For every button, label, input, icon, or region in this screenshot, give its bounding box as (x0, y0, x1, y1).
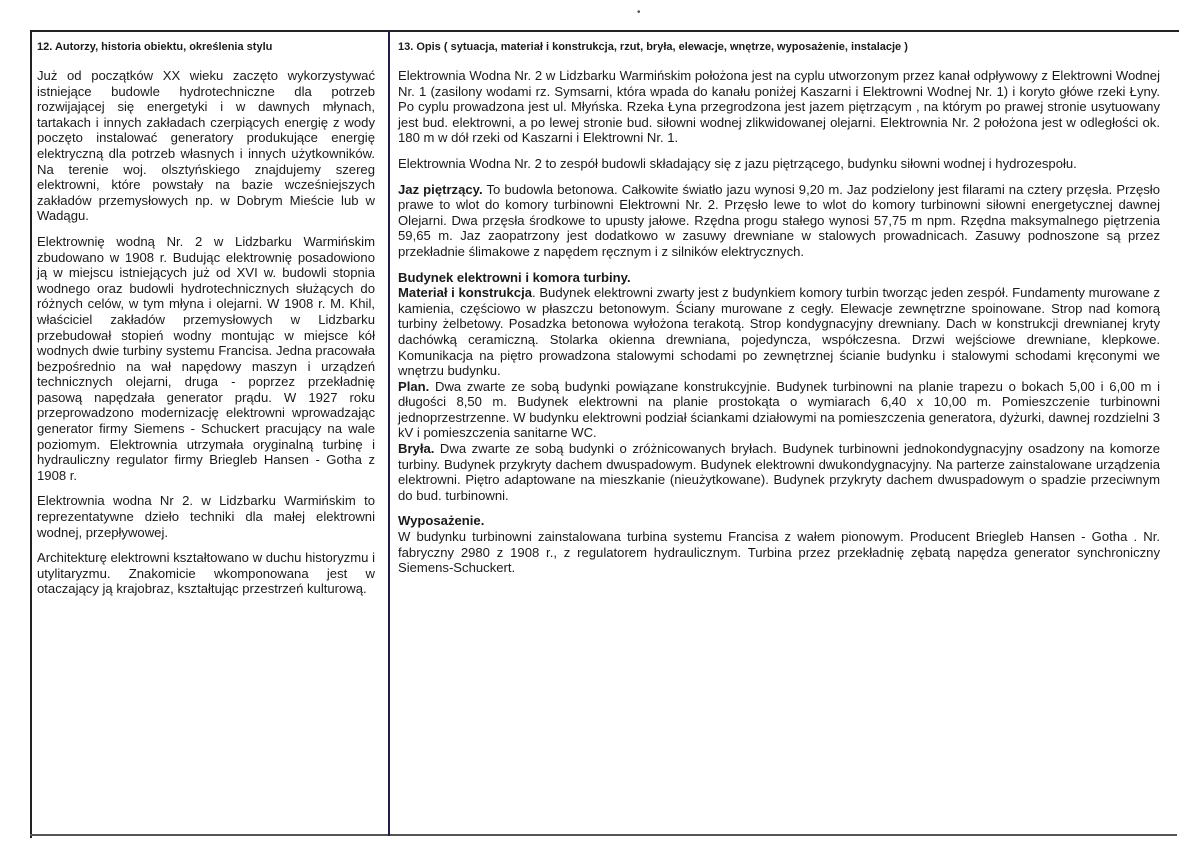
material-paragraph (398, 285, 1160, 379)
section-13-title-main: 13. Opis (398, 41, 441, 53)
plan-text: Dwa zwarte ze sobą budynki powiązane konstrukcyjnie. Budynek turbinowni na planie trapezu o bokach 5,00 i 6,00 m i długości 8,50 m. Budynek elektrowni na planie prostokąta o wymiarach 6,40 x 10,00 m. Pomieszczenie turbinowni jednoprzestrzenne. W budynku elektrowni podział ściankami działowymi na pomieszczenia generatora, dyżurki, dawnej rozdzielni 3 kV i pomieszczenia sanitarne WC. (398, 378, 1160, 441)
section-13-title-sub: ( sytuacja, materiał i konstrukcja, rzut, bryła, elewacje, wnętrze, wyposażenie, instalacje ) (443, 41, 908, 53)
weir-text: To budowla betonowa. Całkowite światło jazu wynosi 9,20 m. Jaz podzielony jest filarami na cztery przęsła. Przęsło prawe to wlot do komory turbinowni Elektrowni Nr. 2. Przęsło lewe to wlot do komory turbinowni siłowni energetycznej dawnej Olejarni. Dwa przęsła środkowe to upusty jałowe. Rzędna progu stałego wynosi 57,75 m npm. Rzędna maksymalnego piętrzenia 59,65 m. Jaz zaopatrzony jest dodatkowo w zasuwy drewniane w stalowych prowadnicach. Zasuwy podnoszone są przez przekładnie ślimakowe z napędem ręcznym i z silników elektrycznych. (398, 181, 1160, 259)
section-13-column (398, 40, 1160, 576)
massing-lead: Bryła. (398, 441, 435, 457)
section-12-column (37, 40, 375, 607)
weir-paragraph (398, 182, 1160, 260)
history-paragraph-2: Elektrownię wodną Nr. 2 w Lidzbarku Warmińskim zbudowano w 1908 r. Budując elektrownię posadowiono ją w miejscu istniejących już od XVI w. budowli stopnia wodnego oraz budowli hydrotechnicznych służących do różnych celów, w tym młyna i olejarni. W 1908 r. M. Khil, właściciel zakładów przemysłowych w Lidzbarku przebudował stopień wodny montując w miejsce kół wodnych dwie turbiny systemu Francisa. Jedna pracowała bezpośrednio na wał napędowy maszyn i urządzeń technicznych olejarni, druga - poprzez przekładnię pasową napędzała generator prądu. W 1927 roku przeprowadzono modernizację elektrowni wprowadzając generator firmy Siemens - Schuckert pracujący na wale poziomym. Elektrownia utrzymała oryginalną turbinę i hydrauliczny regulator firmy Briegleb Hansen - Gotha z 1908 r. (37, 233, 375, 483)
material-lead: Materiał i konstrukcja (398, 285, 532, 301)
section-12-title: 12. Autorzy, historia obiektu, określenia stylu (37, 41, 273, 53)
location-paragraph: Elektrownia Wodna Nr. 2 w Lidzbarku Warmińskim położona jest na cyplu utworzonym przez kanał odpływowy z Elektrowni Wodnej Nr. 1 (zasilony wodami rz. Symsarni, która wpada do kanału poniżej Kaszarni i Elektrowni Wodnej Nr. 1) i koryto główe rzeki Łyny. Po cyplu prowadzona jest ul. Młyńska. Rzeka Łyna przegrodzona jest jazem piętrzącym , na którym po prawej stronie usytuowany jest bud. elektrowni, a po lewej stronie bud. siłowni wodnej zlikwidowanej olejarni. Elektrownia Nr. 2 położona jest w odległości ok. 180 m w dół rzeki od Kaszarni i Elektrowni Nr. 1. (398, 68, 1160, 146)
section-13-title (398, 40, 1160, 54)
equipment-paragraph: W budynku turbinowni zainstalowana turbina systemu Francisa z wałem pionowym. Producent Briegleb Hansen - Gotha . Nr. fabryczny 2980 z 1908 r., z regulatorem hydraulicznym. Turbina przez przekładnię zębatą napędza generator synchroniczny Siemens-Schuckert. (398, 529, 1160, 576)
material-text: . Budynek elektrowni zwarty jest z budynkiem komory turbin tworząc jeden zespół. Fundamenty murowane z kamienia, częściowo w płaszczu betonowym. Ściany murowane z cegły. Elewacje zewnętrzne spoinowane. Strop nad komorą turbiny żelbetowy. Posadzka betonowa wyłożona terakotą. Strop kondygnacyjny drewniany. Dach w konstrukcji drewnianej kryty dachówką ceramiczną. Stolarka okienna drewniana, pojedyncza, współczesna. Drzwi wejściowe drewniane, klepkowe. Komunikacja na piętro prowadzona stalowymi schodami po zewnętrznej ścianie budynku i stalowymi schodami kręconymi we wnętrzu budynku. (398, 285, 1160, 379)
equipment-heading: Wyposażenie. (398, 513, 485, 529)
scan-speck: • (637, 7, 641, 18)
massing-paragraph (398, 441, 1160, 503)
history-paragraph-4: Architekturę elektrowni kształtowano w duchu historyzmu i utylitaryzmu. Znakomicie wkomponowana jest w otaczający ją krajobraz, kształtując przestrzeń kulturową. (37, 550, 375, 597)
column-divider (388, 30, 390, 836)
plan-lead: Plan. (398, 378, 430, 394)
massing-text: Dwa zwarte ze sobą budynki o zróżnicowanych bryłach. Budynek turbinowni jednokondygnacyjny osadzony na komorze turbiny. Budynek przykryty dachem dwuspadowym. Budynek elektrowni dwukondygnacyjny. Na parterze zainstalowane urządzenia elektrowni. Piętro adaptowane na mieszkanie (nieużytkowane). Budynek przykryty dachem dwuspadowym o spadzie przeciwnym do bud. turbinowni. (398, 441, 1160, 503)
history-paragraph-1: Już od początków XX wieku zaczęto wykorzystywać istniejące budowle hydrotechniczne dla potrzeb rozwijającej się energetyki i w dawnych młynach, tartakach i innych zakładach czerpiących energię z wody poczęto instalować generatory produkujące energię elektryczną dla potrzeb własnych i innych użytkowników. Na terenie woj. olsztyńskiego znajdujemy szereg elektrowni, które powstały na bazie wcześniejszych zakładów przemysłowych np. w Dobrym Mieście lub w Wadągu. (37, 68, 375, 224)
weir-lead: Jaz piętrzący. (398, 181, 483, 197)
building-heading: Budynek elektrowni i komora turbiny. (398, 269, 631, 285)
history-paragraph-3: Elektrownia wodna Nr 2. w Lidzbarku Warmińskim to reprezentatywne dzieło techniki dla małej elektrowni wodnej, przepływowej. (37, 493, 375, 540)
plan-paragraph (398, 379, 1160, 441)
complex-paragraph: Elektrownia Wodna Nr. 2 to zespół budowli składający się z jazu piętrzącego, budynku siłowni wodnej i hydrozespołu. (398, 155, 1077, 171)
frame-bottom-border (30, 834, 1177, 836)
